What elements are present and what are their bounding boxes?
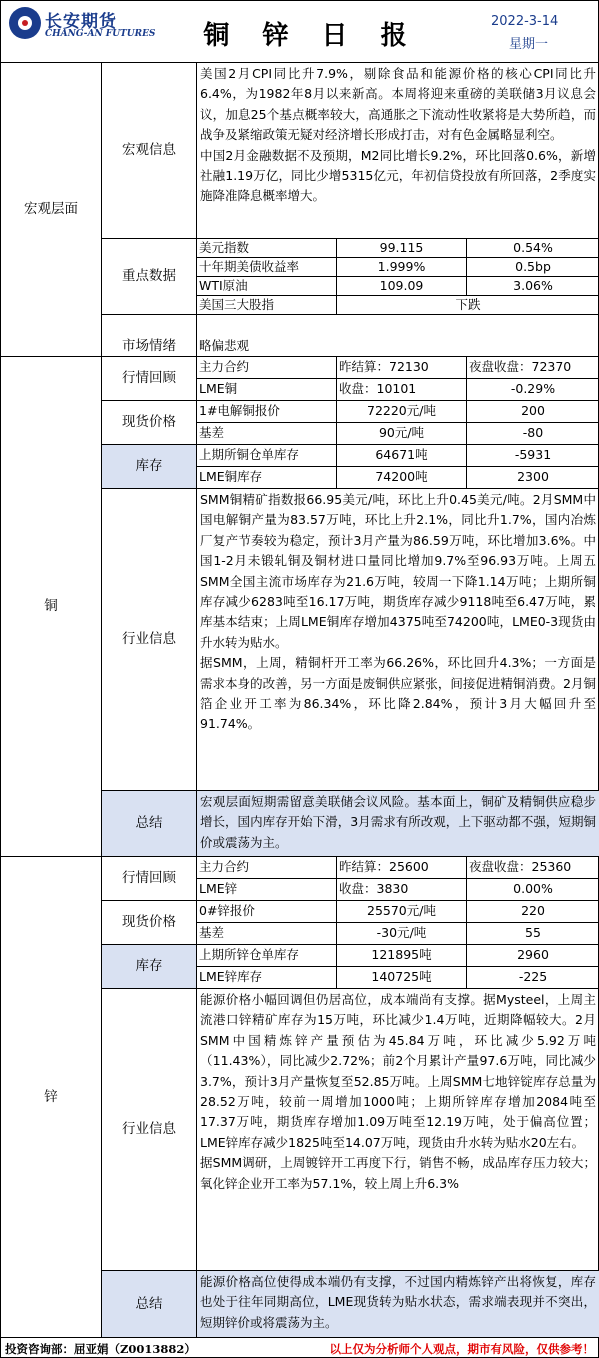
zinc-shfe-inv-name: 上期所锌仓单库存 bbox=[197, 945, 337, 967]
copper-lme-close: 收盘：10101 bbox=[337, 379, 467, 401]
analyst-info: 投资咨询部：屈亚娟（Z0013882） bbox=[5, 1342, 196, 1356]
report-title: 铜 锌 日 报 bbox=[203, 21, 419, 51]
key-data-label: 重点数据 bbox=[102, 239, 197, 315]
copper-spot-price: 72220元/吨 bbox=[337, 401, 467, 423]
zinc-basis-value: -30元/吨 bbox=[337, 923, 467, 945]
copper-lme-name: LME铜 bbox=[197, 379, 337, 401]
copper-basis-change: -80 bbox=[467, 423, 599, 445]
zinc-spot-price: 25570元/吨 bbox=[337, 901, 467, 923]
copper-industry-text: SMM铜精矿指数报66.95美元/吨，环比上升0.45美元/吨。2月SMM中国电解铜产量为83.57万吨，环比上升2.1%，同比升1.7%，国内冶炼厂复产节奏较为稳定，预计3月产量为86.59万吨，环比增加3.6%。中国1-2月未锻轧铜及铜材进口量同比增加9.7%至96.93万吨。上周五SMM全国主流市场库存为21.6万吨，较周一下降1.14万吨；上期所铜库存减少6283吨至16.17万吨，期货库存减少9118吨至6.47万吨，累库基本结束；上周LME铜库存增加4375吨至74200吨，LME0-3现货由升水转为贴水。 据SMM，上周，精铜杆开工率为66.26%，环比回升4.3%；一方面是需求本身的改善，另一方面是废铜供应紧张，间接促进精铜消费。2月铜箔企业开工率为86.34%，环比降2.84%，预计3月大幅回升至91.74%。 bbox=[197, 489, 599, 791]
copper-lme-inv-value: 74200吨 bbox=[337, 467, 467, 489]
sentiment-label-text: 市场情绪 bbox=[102, 337, 197, 357]
zinc-spot-label: 现货价格 bbox=[102, 901, 197, 945]
copper-lme-change: -0.29% bbox=[467, 379, 599, 401]
copper-summary-text: 宏观层面短期需留意美联储会议风险。基本面上，铜矿及精铜供应稳步增长，国内库存开始下滑，3月需求有所改观，上下驱动都不强，短期铜价或震荡为主。 bbox=[197, 791, 599, 857]
key-data-name: WTI原油 bbox=[197, 277, 337, 296]
zinc-settle: 昨结算：25600 bbox=[337, 857, 467, 879]
copper-market-label: 行情回顾 bbox=[102, 357, 197, 401]
key-data-value: 109.09 bbox=[337, 277, 467, 296]
key-data-change: 0.54% bbox=[467, 239, 599, 258]
disclaimer: 以上仅为分析师个人观点，期市有风险，仅供参考！ bbox=[329, 1342, 594, 1356]
zinc-shfe-inv-change: 2960 bbox=[467, 945, 599, 967]
zinc-shfe-inv-value: 121895吨 bbox=[337, 945, 467, 967]
company-name-en: CHANG-AN FUTURES bbox=[45, 29, 156, 39]
copper-shfe-inv-change: -5931 bbox=[467, 445, 599, 467]
zinc-main-contract: 主力合约 bbox=[197, 857, 337, 879]
zinc-spot-name: 0#锌报价 bbox=[197, 901, 337, 923]
company-logo-icon bbox=[9, 7, 41, 39]
copper-spot-label: 现货价格 bbox=[102, 401, 197, 445]
macro-info-text: 美国2月CPI同比升7.9%，剔除食品和能源价格的核心CPI同比升6.4%，为1982年8月以来新高。本周将迎来重磅的美联储3月议息会议，加息25个基点概率较大，高通胀之下流动性收紧将是大势所趋，而战争及紧缩政策无疑对经济增长形成打击，对有色金属略显利空。 中国2月金融数据不及预期，M2同比增长9.2%，环比回落0.6%，新增社融1.19万亿，同比少增5315亿元，年初信贷投放有所回落，2季度实施降准降息概率增大。 bbox=[197, 63, 599, 239]
section-macro: 宏观层面 bbox=[1, 63, 102, 357]
zinc-summary-text: 能源价格高位使得成本端仍有支撑，不过国内精炼锌产出将恢复，库存也处于往年同期高位，LME现货转为贴水状态，需求端表现并不突出，短期锌价或将震荡为主。 bbox=[197, 1271, 599, 1337]
key-data-value: 99.115 bbox=[337, 239, 467, 258]
report-date: 2022-3-14 bbox=[491, 14, 559, 29]
key-data-change: 0.5bp bbox=[467, 258, 599, 277]
key-data-name: 十年期美债收益率 bbox=[197, 258, 337, 277]
key-data-value: 1.999% bbox=[337, 258, 467, 277]
company-name-cn: 长安期货 bbox=[45, 12, 117, 32]
stocks-value: 下跌 bbox=[337, 296, 599, 315]
sentiment-value: 略偏悲观 bbox=[197, 337, 599, 357]
copper-summary-label: 总结 bbox=[102, 791, 197, 857]
copper-lme-inv-name: LME铜库存 bbox=[197, 467, 337, 489]
report-header bbox=[0, 0, 599, 62]
zinc-lme-close: 收盘：3830 bbox=[337, 879, 467, 901]
zinc-night-close: 夜盘收盘：25360 bbox=[467, 857, 599, 879]
zinc-summary-label: 总结 bbox=[102, 1271, 197, 1337]
copper-shfe-inv-name: 上期所铜仓单库存 bbox=[197, 445, 337, 467]
zinc-inventory-label: 库存 bbox=[102, 945, 197, 989]
copper-spot-change: 200 bbox=[467, 401, 599, 423]
report-weekday: 星期一 bbox=[509, 37, 549, 52]
copper-spot-name: 1#电解铜报价 bbox=[197, 401, 337, 423]
zinc-industry-text: 能源价格小幅回调但仍居高位，成本端尚有支撑。据Mysteel，上周主流港口锌精矿库存为15万吨，环比减少1.4万吨，近期降幅较大。2月SMM中国精炼锌产量预估为45.84万吨，环比减少5.92万吨（11.43%），同比减少2.72%；前2个月累计产量97.6万吨，同比减少3.7%，预计3月产量恢复至52.85万吨。上周SMM七地锌锭库存总量为28.52万吨，较前一周增加1000吨；上期所锌库存增加2084吨至17.37万吨，期货库存增加1.09万吨至12.19万吨，处于偏高位置；LME锌库存减少1825吨至14.07万吨，现货由升水转为贴水20左右。 据SMM调研，上周镀锌开工再度下行，销售不畅，成品库存压力较大；氧化锌企业开工率为57.1%，较上周上升6.3% bbox=[197, 989, 599, 1271]
zinc-lme-inv-name: LME锌库存 bbox=[197, 967, 337, 989]
key-data-name: 美元指数 bbox=[197, 239, 337, 258]
copper-basis-name: 基差 bbox=[197, 423, 337, 445]
stocks-name: 美国三大股指 bbox=[197, 296, 337, 315]
zinc-lme-change: 0.00% bbox=[467, 879, 599, 901]
section-zinc: 锌 bbox=[1, 857, 102, 1337]
zinc-lme-inv-value: 140725吨 bbox=[337, 967, 467, 989]
copper-inventory-label: 库存 bbox=[102, 445, 197, 489]
zinc-market-label: 行情回顾 bbox=[102, 857, 197, 901]
copper-settle: 昨结算：72130 bbox=[337, 357, 467, 379]
zinc-spot-change: 220 bbox=[467, 901, 599, 923]
copper-industry-label: 行业信息 bbox=[102, 489, 197, 791]
zinc-basis-change: 55 bbox=[467, 923, 599, 945]
copper-shfe-inv-value: 64671吨 bbox=[337, 445, 467, 467]
zinc-lme-name: LME锌 bbox=[197, 879, 337, 901]
zinc-industry-label: 行业信息 bbox=[102, 989, 197, 1271]
zinc-basis-name: 基差 bbox=[197, 923, 337, 945]
copper-main-contract: 主力合约 bbox=[197, 357, 337, 379]
report-table bbox=[0, 62, 599, 1338]
macro-info-label: 宏观信息 bbox=[102, 63, 197, 239]
key-data-change: 3.06% bbox=[467, 277, 599, 296]
zinc-lme-inv-change: -225 bbox=[467, 967, 599, 989]
copper-basis-value: 90元/吨 bbox=[337, 423, 467, 445]
report-footer bbox=[0, 1338, 599, 1358]
section-copper: 铜 bbox=[1, 357, 102, 857]
copper-lme-inv-change: 2300 bbox=[467, 467, 599, 489]
macro-spacer bbox=[197, 315, 599, 337]
copper-night-close: 夜盘收盘：72370 bbox=[467, 357, 599, 379]
